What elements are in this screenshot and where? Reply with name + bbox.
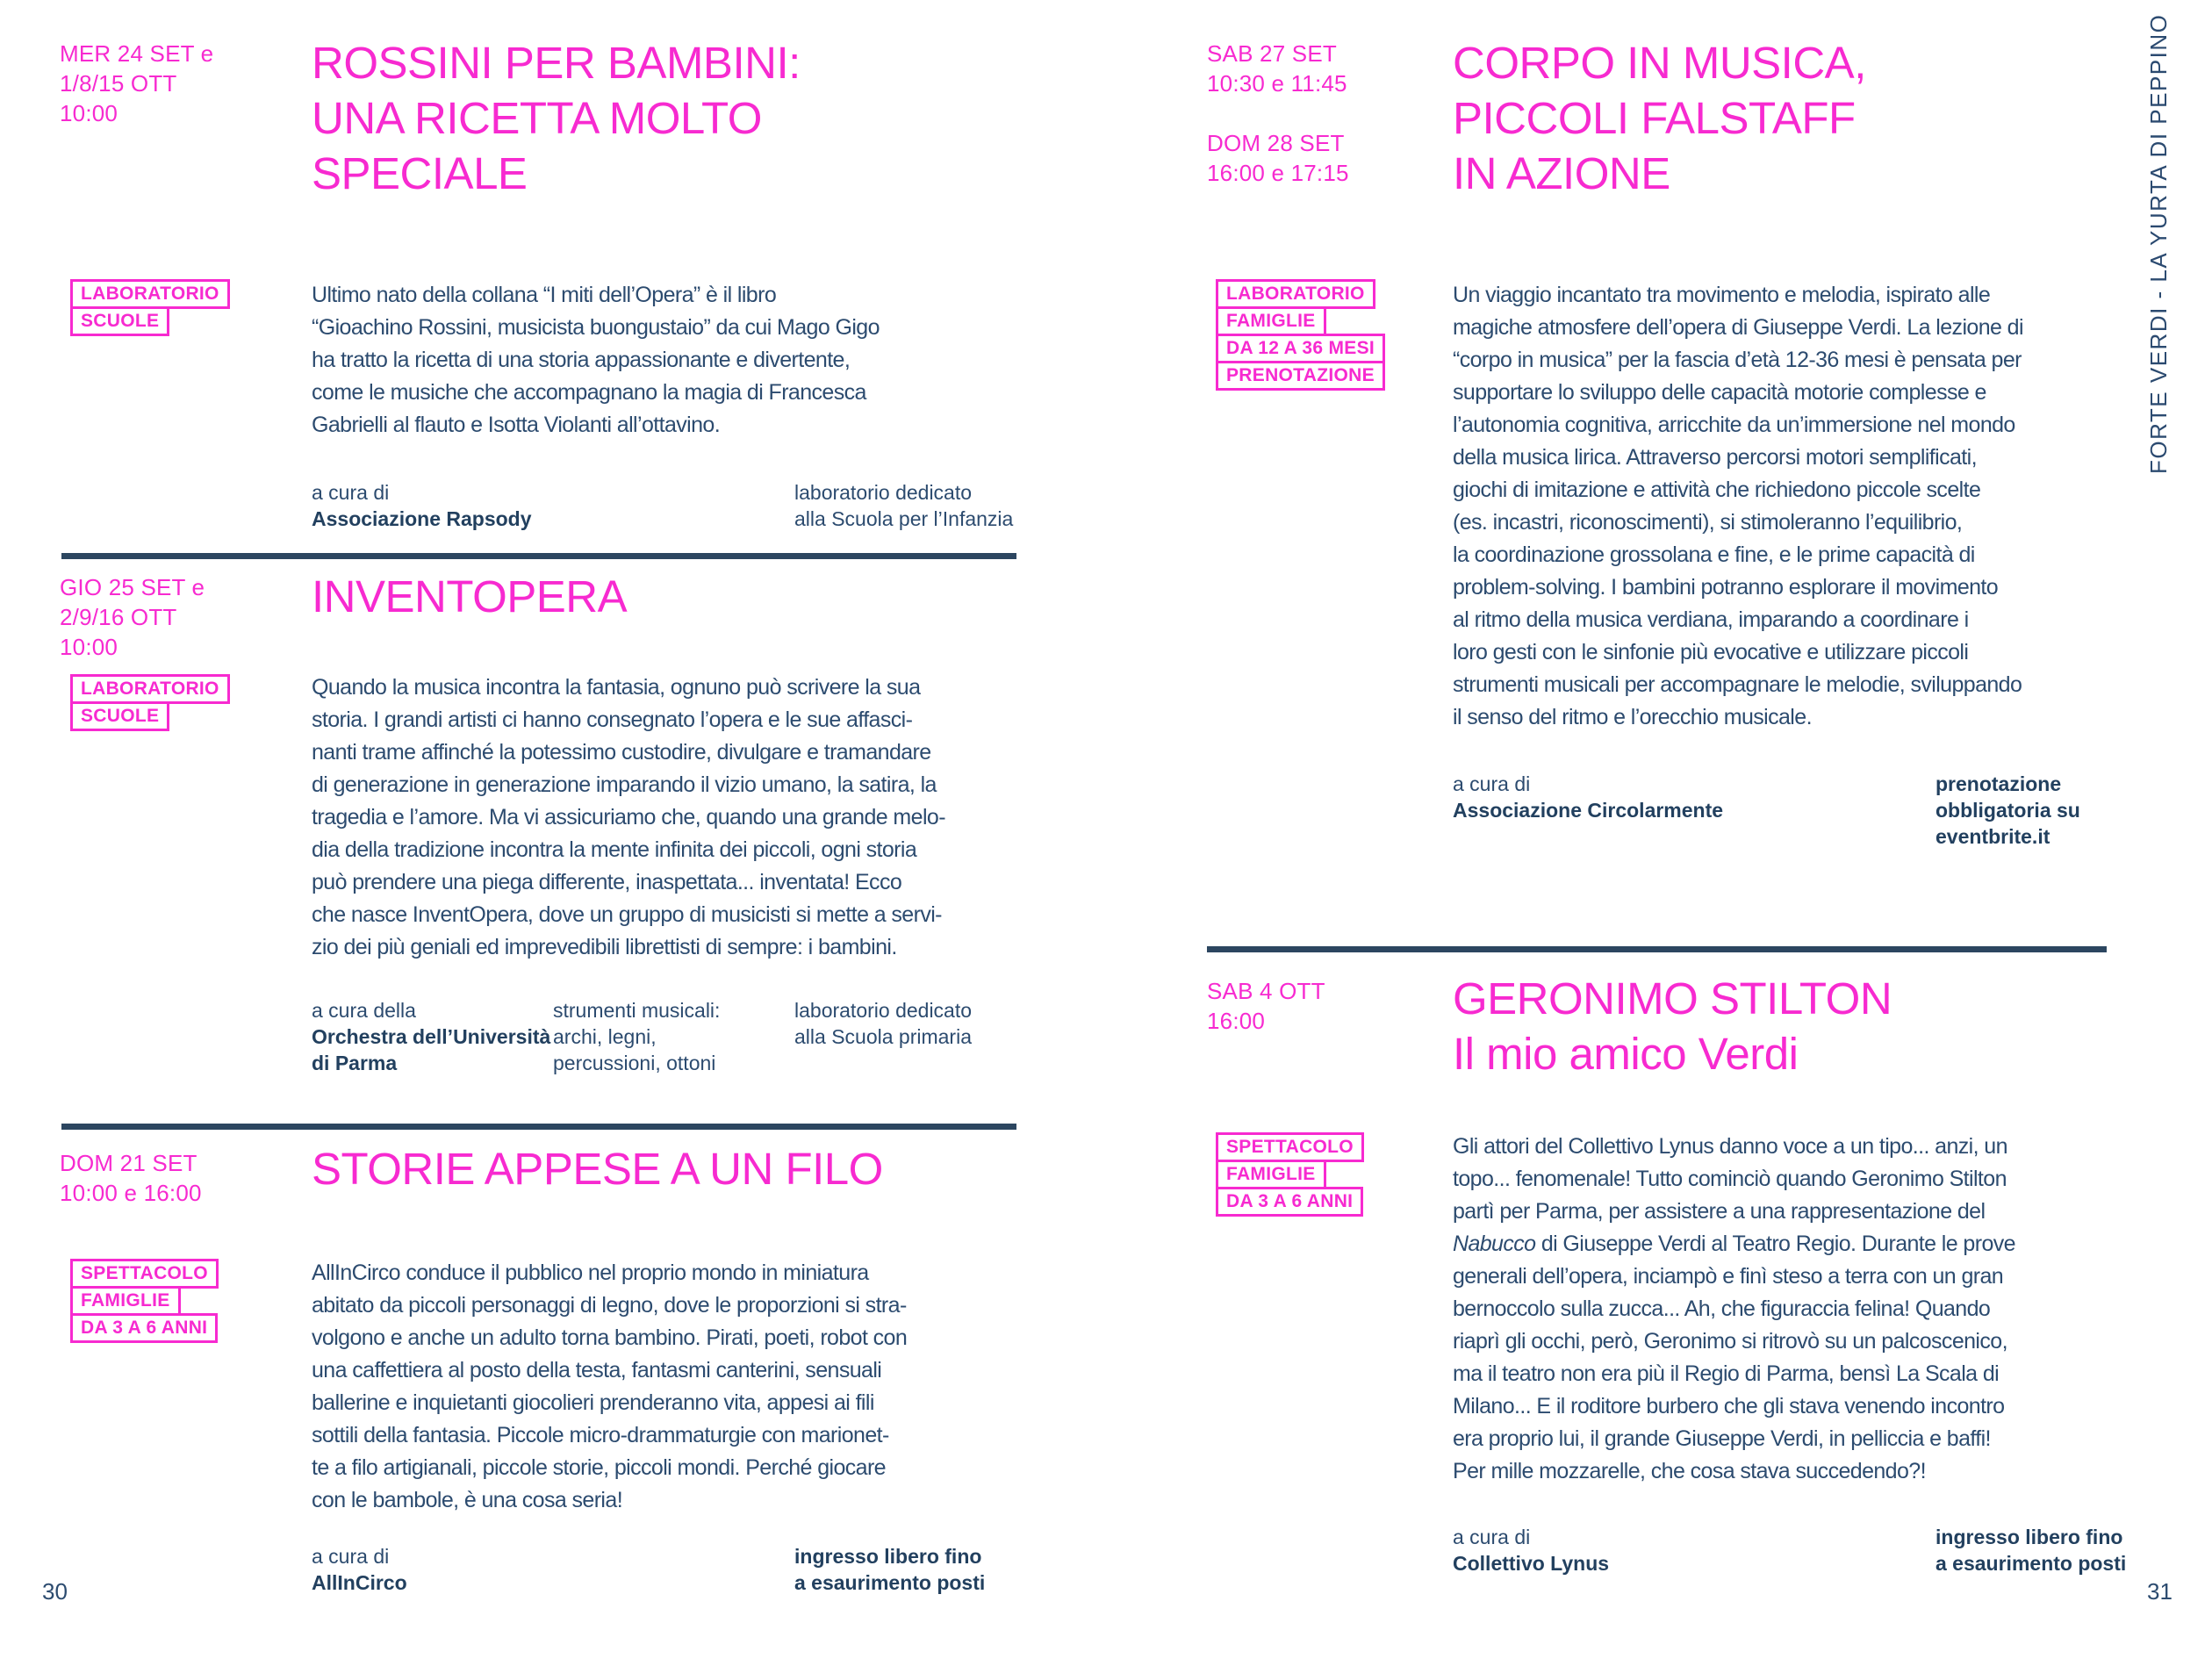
date-line: 16:00: [1207, 1008, 1266, 1034]
body-line: Gli attori del Collettivo Lynus danno voce a un tipo... anzi, un: [1453, 1134, 2007, 1159]
date-line: 16:00 e 17:15: [1207, 160, 1349, 186]
nabucco-rest: di Giuseppe Verdi al Teatro Regio. Durante le prove: [1535, 1232, 2015, 1256]
tag-prenotazione: PRENOTAZIONE: [1216, 361, 1385, 391]
credit-label: a cura della: [312, 999, 416, 1022]
body-line: come le musiche che accompagnano la magia di Francesca: [312, 380, 866, 405]
body-line: bernoccolo sulla zucca... Ah, che figuraccia felina! Quando: [1453, 1296, 1991, 1321]
body-line: riaprì gli occhi, però, Geronimo si ritrovò su un palcoscenico,: [1453, 1329, 2007, 1354]
tag-eta: DA 3 A 6 ANNI: [1216, 1187, 1363, 1217]
body-line: era proprio lui, il grande Giuseppe Verdi, in pelliccia e baffi!: [1453, 1426, 1991, 1451]
date-line: SAB 4 OTT: [1207, 978, 1325, 1004]
date-line: SAB 27 SET: [1207, 40, 1337, 67]
body-line: il senso del ritmo e l’orecchio musicale.: [1453, 705, 1812, 729]
date-line: 10:00 e 16:00: [60, 1180, 202, 1206]
credit-label: a cura di: [1453, 1526, 1531, 1548]
page-number-left: 30: [42, 1578, 68, 1605]
event-inventopera-body: [312, 672, 945, 964]
credit-label: a cura di: [1453, 772, 1531, 795]
tag-laboratorio: LABORATORIO: [70, 279, 230, 309]
date-line: 10:00: [60, 634, 118, 660]
body-line: te a filo artigianali, piccole storie, piccoli mondi. Perché giocare: [312, 1455, 886, 1480]
date-spacer: [1207, 98, 1349, 128]
body-line: abitato da piccoli personaggi di legno, dove le proporzioni si stra-: [312, 1293, 907, 1318]
credit-name: Associazione Rapsody: [312, 507, 532, 530]
note-line: strumenti musicali:: [553, 999, 721, 1022]
title-line: CORPO IN MUSICA,: [1453, 38, 1866, 88]
body-line: una caffettiera al posto della testa, fantasmi canterini, sensuali: [312, 1358, 882, 1382]
body-line: storia. I grandi artisti ci hanno consegnato l’opera e le sue affasci-: [312, 707, 913, 732]
body-line-nabucco: [1453, 1228, 2015, 1260]
event-inventopera-credit: [312, 997, 550, 1076]
event-rossini-note: [794, 479, 1013, 532]
event-geronimo-credit: [1453, 1524, 1609, 1576]
credit-name: AllInCirco: [312, 1571, 407, 1594]
tag-scuole: SCUOLE: [70, 701, 169, 731]
body-line: nanti trame affinché la potessimo custodire, divulgare e tramandare: [312, 740, 931, 765]
note-line: alla Scuola primaria: [794, 1025, 972, 1048]
body-line: tragedia e l’amore. Ma vi assicuriamo che, quando una grande melo-: [312, 805, 945, 830]
body-line: dia della tradizione incontra la mente infinita dei piccoli, ogni storia: [312, 837, 917, 862]
event-storie-tags: [70, 1259, 219, 1343]
event-storie-body: [312, 1257, 907, 1517]
body-line: magiche atmosfere dell’opera di Giuseppe Verdi. La lezione di: [1453, 315, 2023, 340]
event-rossini-tags: [70, 279, 230, 336]
body-line: può prendere una piega differente, inaspettata... inventata! Ecco: [312, 870, 902, 894]
section-divider: [61, 1124, 1016, 1130]
title-line: PICCOLI FALSTAFF: [1453, 93, 1856, 143]
tag-laboratorio: LABORATORIO: [1216, 279, 1375, 309]
title-line: STORIE APPESE A UN FILO: [312, 1144, 883, 1194]
body-line: Quando la musica incontra la fantasia, ognuno può scrivere la sua: [312, 675, 921, 700]
date-line: DOM 21 SET: [60, 1150, 198, 1176]
tag-spettacolo: SPETTACOLO: [70, 1259, 219, 1289]
body-line: che nasce InventOpera, dove un gruppo di musicisti si mette a servi-: [312, 902, 942, 927]
tag-laboratorio: LABORATORIO: [70, 674, 230, 704]
credit-name: Collettivo Lynus: [1453, 1552, 1610, 1575]
note-line: eventbrite.it: [1936, 825, 2050, 848]
body-line: topo... fenomenale! Tutto cominciò quando Geronimo Stilton: [1453, 1167, 2007, 1191]
tag-famiglie: FAMIGLIE: [1216, 1160, 1326, 1189]
body-line: “corpo in musica” per la fascia d’età 12-36 mesi è pensata per: [1453, 348, 2022, 372]
body-line: Un viaggio incantato tra movimento e melodia, ispirato alle: [1453, 283, 1991, 307]
section-divider: [1207, 946, 2107, 952]
event-corpo-dates: [1207, 39, 1349, 188]
event-inventopera-dates: [60, 572, 205, 662]
event-storie-title: [312, 1141, 883, 1196]
body-line: zio dei più geniali ed imprevedibili librettisti di sempre: i bambini.: [312, 935, 897, 959]
note-line: archi, legni,: [553, 1025, 657, 1048]
body-line: Ultimo nato della collana “I miti dell’Opera” è il libro: [312, 283, 777, 307]
title-line: Il mio amico Verdi: [1453, 1029, 1799, 1079]
event-corpo-title: [1453, 35, 1866, 201]
event-geronimo-title: [1453, 971, 1892, 1081]
date-line: GIO 25 SET e: [60, 574, 205, 600]
tag-eta: DA 3 A 6 ANNI: [70, 1313, 218, 1343]
nabucco-italic: Nabucco: [1453, 1232, 1536, 1256]
credit-label: a cura di: [312, 481, 390, 504]
date-line: 2/9/16 OTT: [60, 604, 177, 630]
body-line: volgono e anche un adulto torna bambino. Pirati, poeti, robot con: [312, 1325, 908, 1350]
event-rossini-credit: [312, 479, 532, 532]
title-line: INVENTOPERA: [312, 571, 628, 621]
page-number-right: 31: [2147, 1578, 2172, 1605]
body-line: strumenti musicali per accompagnare le melodie, sviluppando: [1453, 672, 2022, 697]
event-geronimo-note: [1936, 1524, 2126, 1576]
title-line: UNA RICETTA MOLTO: [312, 93, 762, 143]
body-line: con le bambole, è una cosa seria!: [312, 1488, 623, 1512]
title-line: SPECIALE: [312, 148, 528, 198]
body-line: loro gesti con le sinfonie più evocative e utilizzare piccoli: [1453, 640, 1969, 664]
event-corpo-credit: [1453, 771, 1723, 823]
note-line: alla Scuola per l’Infanzia: [794, 507, 1014, 530]
event-rossini-title: [312, 35, 801, 201]
event-rossini-dates: [60, 39, 213, 128]
note-line: laboratorio dedicato: [794, 481, 973, 504]
body-line: generali dell’opera, inciampò e finì steso a terra con un gran: [1453, 1264, 2004, 1289]
venue-vertical-label: FORTE VERDI - LA YURTA DI PEPPINO: [2145, 13, 2172, 474]
event-geronimo-body: [1453, 1131, 2015, 1488]
body-line: la coordinazione grossolana e fine, e le prime capacità di: [1453, 542, 1975, 567]
date-line: 1/8/15 OTT: [60, 70, 177, 97]
section-divider: [61, 553, 1016, 559]
event-inventopera-title: [312, 569, 627, 624]
event-inventopera-tags: [70, 674, 230, 731]
date-line: DOM 28 SET: [1207, 130, 1345, 156]
event-inventopera-instruments: [553, 997, 720, 1076]
tag-famiglie: FAMIGLIE: [70, 1286, 181, 1316]
body-line: Per mille mozzarelle, che cosa stava succedendo?!: [1453, 1459, 1926, 1483]
event-geronimo-dates: [1207, 976, 1325, 1036]
tag-spettacolo: SPETTACOLO: [1216, 1132, 1364, 1162]
note-line: laboratorio dedicato: [794, 999, 973, 1022]
credit-label: a cura di: [312, 1545, 390, 1568]
event-corpo-body: [1453, 279, 2023, 734]
body-line: giochi di imitazione e attività che richiedono piccole scelte: [1453, 478, 1981, 502]
body-line: l’autonomia cognitiva, arricchite da un’immersione nel mondo: [1453, 413, 2015, 437]
note-line: a esaurimento posti: [794, 1571, 986, 1594]
event-rossini-body: [312, 279, 880, 442]
tag-scuole: SCUOLE: [70, 306, 169, 336]
body-line: (es. incastri, riconoscimenti), si stimoleranno l’equilibrio,: [1453, 510, 1963, 535]
body-line: al ritmo della musica verdiana, imparando a coordinare i: [1453, 607, 1969, 632]
note-line: a esaurimento posti: [1936, 1552, 2127, 1575]
body-line: sottili della fantasia. Piccole micro-drammaturgie con marionet-: [312, 1423, 889, 1447]
date-line: 10:00: [60, 100, 118, 126]
title-line: GERONIMO STILTON: [1453, 973, 1892, 1023]
credit-name: di Parma: [312, 1052, 398, 1074]
body-line: “Gioachino Rossini, musicista buongustaio” da cui Mago Gigo: [312, 315, 880, 340]
body-line: AllInCirco conduce il pubblico nel proprio mondo in miniatura: [312, 1260, 869, 1285]
tag-famiglie: FAMIGLIE: [1216, 306, 1326, 336]
credit-name: Associazione Circolarmente: [1453, 799, 1724, 822]
body-line: partì per Parma, per assistere a una rappresentazione del: [1453, 1199, 1986, 1224]
body-line: ballerine e inquietanti giocolieri prenderanno vita, appesi ai fili: [312, 1390, 874, 1415]
note-line: ingresso libero fino: [794, 1545, 982, 1568]
title-line: ROSSINI PER BAMBINI:: [312, 38, 801, 88]
credit-name: Orchestra dell’Università: [312, 1025, 551, 1048]
event-storie-note: [794, 1543, 985, 1596]
body-line: ma il teatro non era più il Regio di Parma, bensì La Scala di: [1453, 1361, 2000, 1386]
body-line: problem-solving. I bambini potranno esplorare il movimento: [1453, 575, 1999, 600]
body-line: Gabrielli al flauto e Isotta Violanti all’ottavino.: [312, 413, 721, 437]
body-line: ha tratto la ricetta di una storia appassionante e divertente,: [312, 348, 851, 372]
event-geronimo-tags: [1216, 1132, 1364, 1217]
note-line: percussioni, ottoni: [553, 1052, 716, 1074]
note-line: prenotazione: [1936, 772, 2062, 795]
tag-eta: DA 12 A 36 MESI: [1216, 334, 1385, 363]
date-line: MER 24 SET e: [60, 40, 214, 67]
event-inventopera-note: [794, 997, 972, 1050]
event-storie-credit: [312, 1543, 407, 1596]
event-corpo-tags: [1216, 279, 1385, 391]
title-line: IN AZIONE: [1453, 148, 1670, 198]
body-line: Milano... E il roditore burbero che gli stava venendo incontro: [1453, 1394, 2005, 1418]
body-line: supportare lo sviluppo delle capacità motorie complesse e: [1453, 380, 1986, 405]
note-line: obbligatoria su: [1936, 799, 2080, 822]
date-line: 10:30 e 11:45: [1207, 70, 1347, 97]
body-line: della musica lirica. Attraverso percorsi motori semplificati,: [1453, 445, 1977, 470]
event-storie-dates: [60, 1148, 202, 1208]
body-line: di generazione in generazione imparando il vizio umano, la satira, la: [312, 772, 937, 797]
event-corpo-note: [1936, 771, 2080, 850]
note-line: ingresso libero fino: [1936, 1526, 2123, 1548]
